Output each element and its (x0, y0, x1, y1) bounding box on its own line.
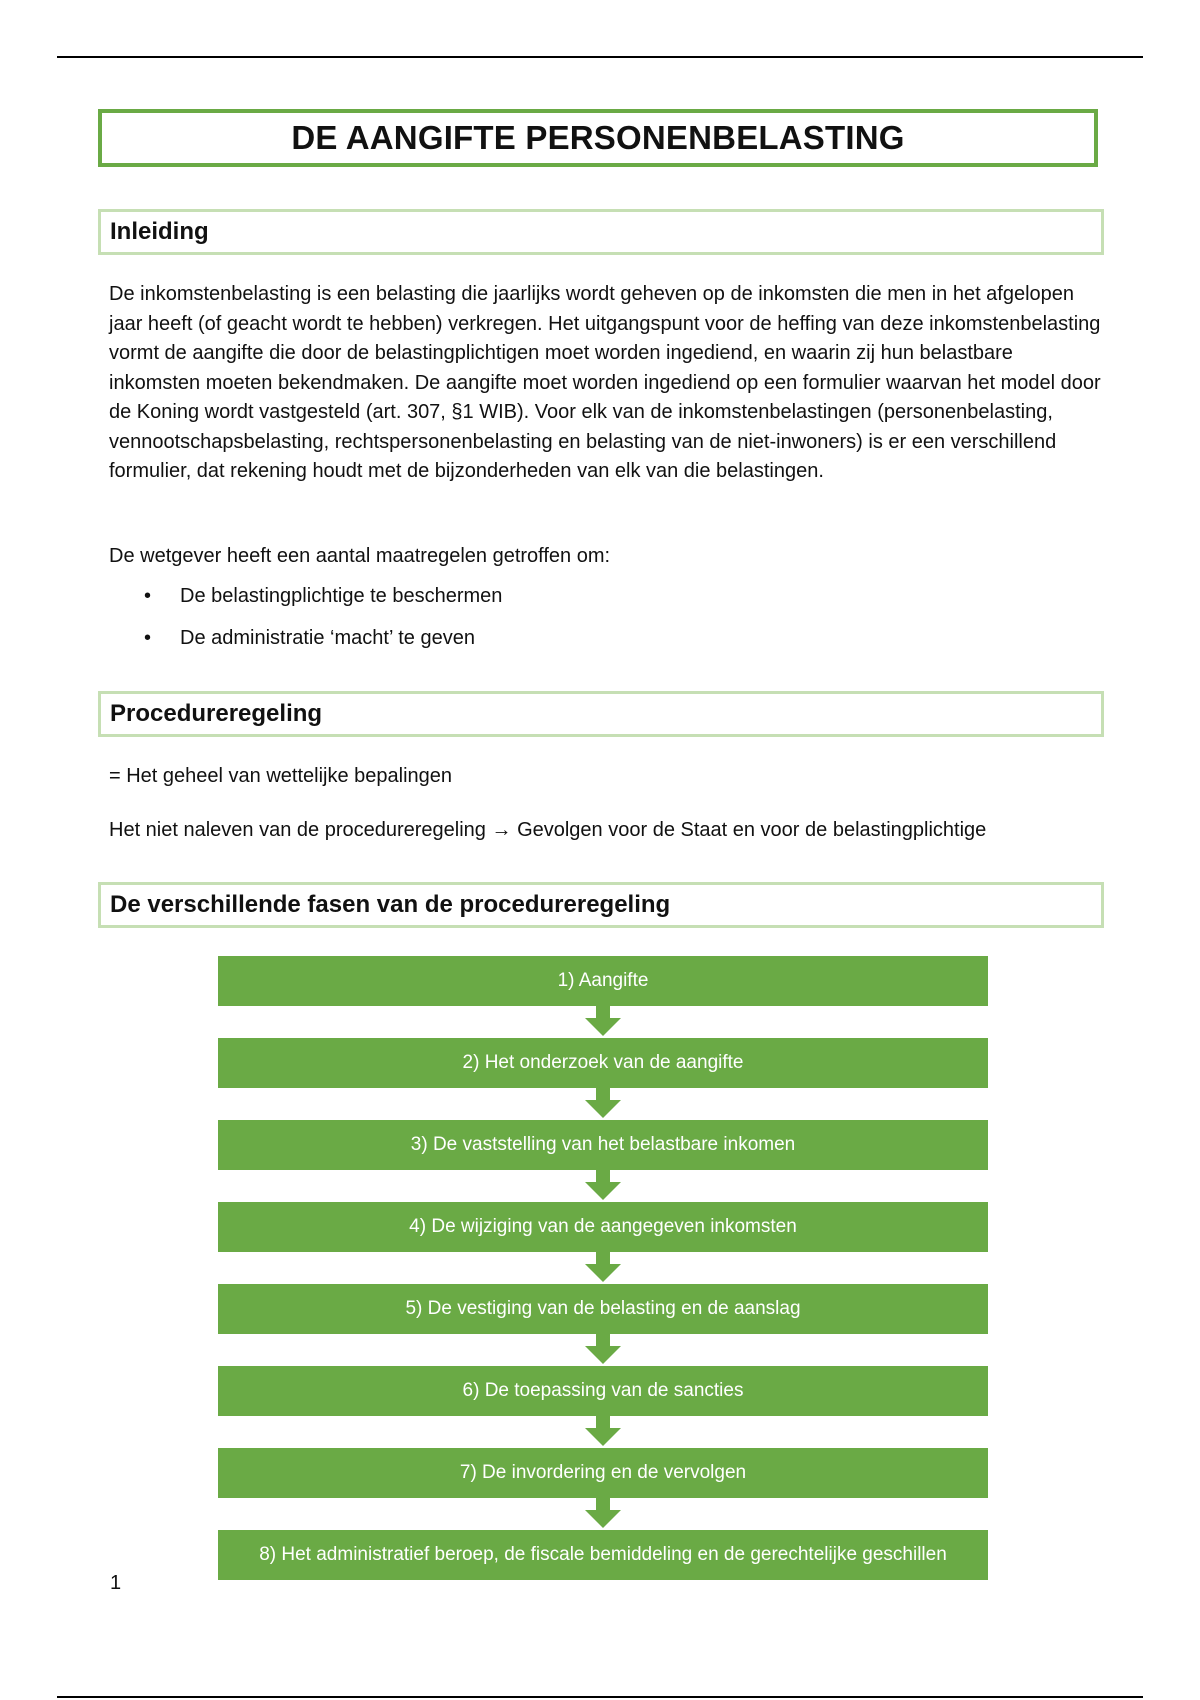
list-item-text: De administratie ‘macht’ te geven (180, 627, 475, 649)
measures-lead: De wetgever heeft een aantal maatregelen getroffen om: (109, 545, 611, 567)
footer-rule (57, 1696, 1143, 1698)
flow-step: 2) Het onderzoek van de aangifte (218, 1038, 988, 1088)
section-heading-procedure: Procedureregeling (110, 700, 323, 727)
document-title: DE AANGIFTE PERSONENBELASTING (291, 119, 905, 156)
list-item (109, 581, 502, 623)
down-arrow-icon (585, 1252, 621, 1282)
page-number: 1 (110, 1572, 122, 1594)
down-arrow-icon (585, 1006, 621, 1036)
right-arrow-icon: → (491, 819, 512, 841)
section-header-procedure (98, 691, 1104, 737)
section-heading-fasen: De verschillende fasen van de procedureregeling (110, 891, 671, 918)
list-item (109, 623, 502, 665)
document-title-box (98, 109, 1098, 167)
procedure-consequence (109, 815, 1104, 845)
down-arrow-icon (585, 1170, 621, 1200)
consequence-left: Het niet naleven van de procedureregeling (109, 819, 486, 841)
list-item-text: De belastingplichtige te beschermen (180, 585, 503, 607)
down-arrow-icon (585, 1416, 621, 1446)
section-header-fasen (98, 882, 1104, 928)
bullet-icon: • (144, 585, 152, 607)
flow-step: 7) De invordering en de vervolgen (218, 1448, 988, 1498)
section-header-inleiding (98, 209, 1104, 255)
measures-list (109, 581, 502, 665)
down-arrow-icon (585, 1334, 621, 1364)
down-arrow-icon (585, 1088, 621, 1118)
header-rule (57, 56, 1143, 58)
section-heading-inleiding: Inleiding (110, 218, 209, 245)
procedure-definition: = Het geheel van wettelijke bepalingen (109, 765, 453, 787)
flow-step: 4) De wijziging van de aangegeven inkomsten (218, 1202, 988, 1252)
bullet-icon: • (144, 627, 152, 649)
flow-step: 8) Het administratief beroep, de fiscale bemiddeling en de gerechtelijke geschillen (218, 1530, 988, 1580)
flow-step: 1) Aangifte (218, 956, 988, 1006)
flow-step: 6) De toepassing van de sancties (218, 1366, 988, 1416)
consequence-right: Gevolgen voor de Staat en voor de belastingplichtige (517, 819, 987, 841)
flow-step: 5) De vestiging van de belasting en de aanslag (218, 1284, 988, 1334)
down-arrow-icon (585, 1498, 621, 1528)
intro-paragraph: De inkomstenbelasting is een belasting die jaarlijks wordt geheven op de inkomsten die men in het afgelopen jaar heeft (of geacht wordt te hebben) verkregen. Het uitgangspunt voor de heffing van deze inkomstenbelasting vormt de aangifte die door de belastingplichtigen moet worden ingediend, en waarin zij hun belastbare inkomsten moeten bekendmaken. De aangifte moet worden ingediend op een formulier waarvan het model door de Koning wordt vastgesteld (art. 307, §1 WIB). Voor elk van de inkomstenbelastingen (personenbelasting, vennootschapsbelasting, rechtspersonenbelasting en belasting van de niet-inwoners) is er een verschillend formulier, dat rekening houdt met de bijzonderheden van elk van die belastingen. (109, 283, 1101, 482)
flow-step: 3) De vaststelling van het belastbare inkomen (218, 1120, 988, 1170)
